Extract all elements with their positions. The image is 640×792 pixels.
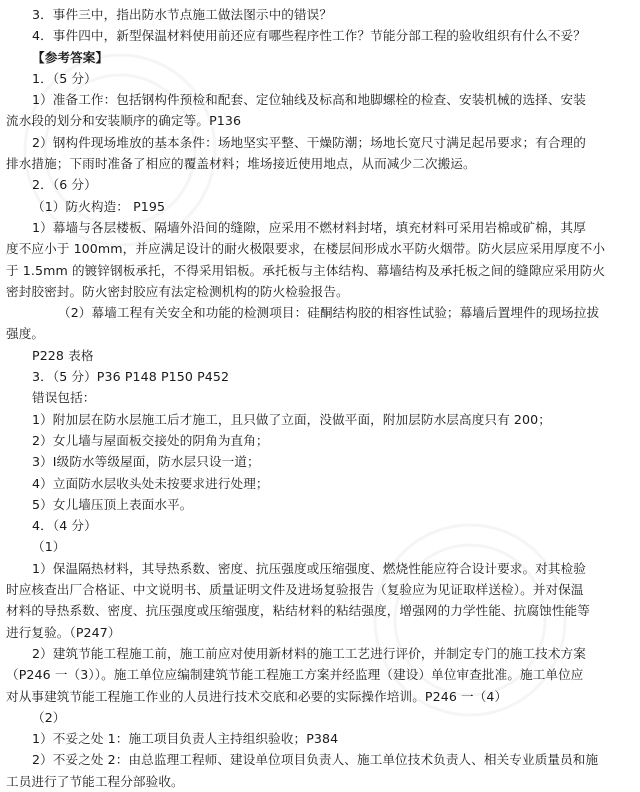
text-line: 于 1.5mm 的镀锌钢板承托，不得采用铝板。承托板与主体结构、幕墙结构及承托板之间的缝隙应采用防火 — [6, 262, 606, 278]
section-heading: 【参考答案】 — [32, 49, 109, 65]
text-line: 流水段的划分和安装顺序的确定等。P136 — [6, 113, 242, 129]
text-line: 进行复验。（P247） — [6, 624, 121, 640]
text-line: 5）女儿墙压顶上表面水平。 — [32, 496, 193, 512]
text-line: （1）防火构造： P195 — [32, 198, 166, 214]
text-line: 1．（5 分） — [32, 70, 97, 86]
text-line: （2） — [32, 709, 66, 725]
text-line: 4．事件四中，新型保温材料使用前还应有哪些程序性工作？节能分部工程的验收组织有什么不妥？ — [32, 28, 586, 44]
text-line: 强度。 — [6, 326, 45, 342]
text-line: 度不应小于 100mm，并应满足设计的耐火极限要求，在楼层间形成水平防火烟带。防火层应采用厚度不小 — [6, 241, 606, 257]
text-line: （P246 一（3））。施工单位应编制建筑节能工程施工方案并经监理（建设）单位审查批准。施工单位应 — [6, 667, 584, 683]
text-line: 2）建筑节能工程施工前，施工前应对使用新材料的施工工艺进行评价，并制定专门的施工技术方案 — [32, 645, 586, 661]
text-line: 工员进行了节能工程分部验收。 — [6, 773, 184, 789]
text-line: 3）Ⅰ级防水等级屋面，防水层只设一道； — [32, 454, 260, 470]
text-line: 1）准备工作：包括钢构件预检和配套、定位轴线及标高和地脚螺栓的检查、安装机械的选择、安装 — [32, 92, 586, 108]
text-line: 2）钢构件现场堆放的基本条件：场地坚实平整、干燥防潮；场地长宽尺寸满足起吊要求；有合理的 — [32, 134, 586, 150]
text-line: 错误包括： — [32, 390, 96, 406]
text-line: 材料的导热系数、密度、抗压强度或压缩强度，粘结材料的粘结强度，增强网的力学性能、抗腐蚀性能等 — [6, 603, 590, 619]
text-line: 密封胶密封。防火密封胶应有法定检测机构的防火检验报告。 — [6, 283, 349, 299]
text-line: 1）保温隔热材料，其导热系数、密度、抗压强度或压缩强度、燃烧性能应符合设计要求。对其检验 — [32, 560, 586, 576]
text-line: 2．（6 分） — [32, 177, 97, 193]
text-line: 2）女儿墙与屋面板交接处的阴角为直角； — [32, 432, 269, 448]
text-line: 对从事建筑节能工程施工作业的人员进行技术交底和必要的实际操作培训。P246 一（4） — [6, 688, 508, 704]
text-line: 3．事件三中，指出防水节点施工做法图示中的错误？ — [32, 7, 333, 22]
text-line: 1）附加层在防水层施工后才施工，且只做了立面，没做平面，附加层防水层高度只有 200； — [32, 411, 551, 427]
text-line: 时应核查出厂合格证、中文说明书、质量证明文件及进场复验报告（复验应为见证取样送检）。并对保温 — [6, 582, 584, 598]
text-line: P228 表格 — [32, 347, 94, 363]
text-line: 2）不妥之处 2：由总监理工程师、建设单位项目负责人、施工单位技术负责人、相关专业质量员和施 — [32, 752, 599, 768]
text-line: 排水措施；下雨时准备了相应的覆盖材料；堆场接近使用地点，从而减少二次搬运。 — [6, 156, 476, 172]
text-line: 3．（5 分）P36 P148 P150 P452 — [32, 369, 230, 385]
text-line: 4．（4 分） — [32, 518, 97, 534]
text-line: 4）立面防水层收头处未按要求进行处理； — [32, 475, 269, 491]
text-line: 1）不妥之处 1：施工项目负责人主持组织验收；P384 — [32, 731, 339, 747]
text-line: 1）幕墙与各层楼板、隔墙外沿间的缝隙，应采用不燃材料封堵，填充材料可采用岩棉或矿棉，其厚 — [32, 219, 586, 235]
text-line: （2）幕墙工程有关安全和功能的检测项目：硅酮结构胶的相容性试验；幕墙后置埋件的现场拉拔 — [58, 305, 600, 321]
text-line: （1） — [32, 539, 66, 555]
